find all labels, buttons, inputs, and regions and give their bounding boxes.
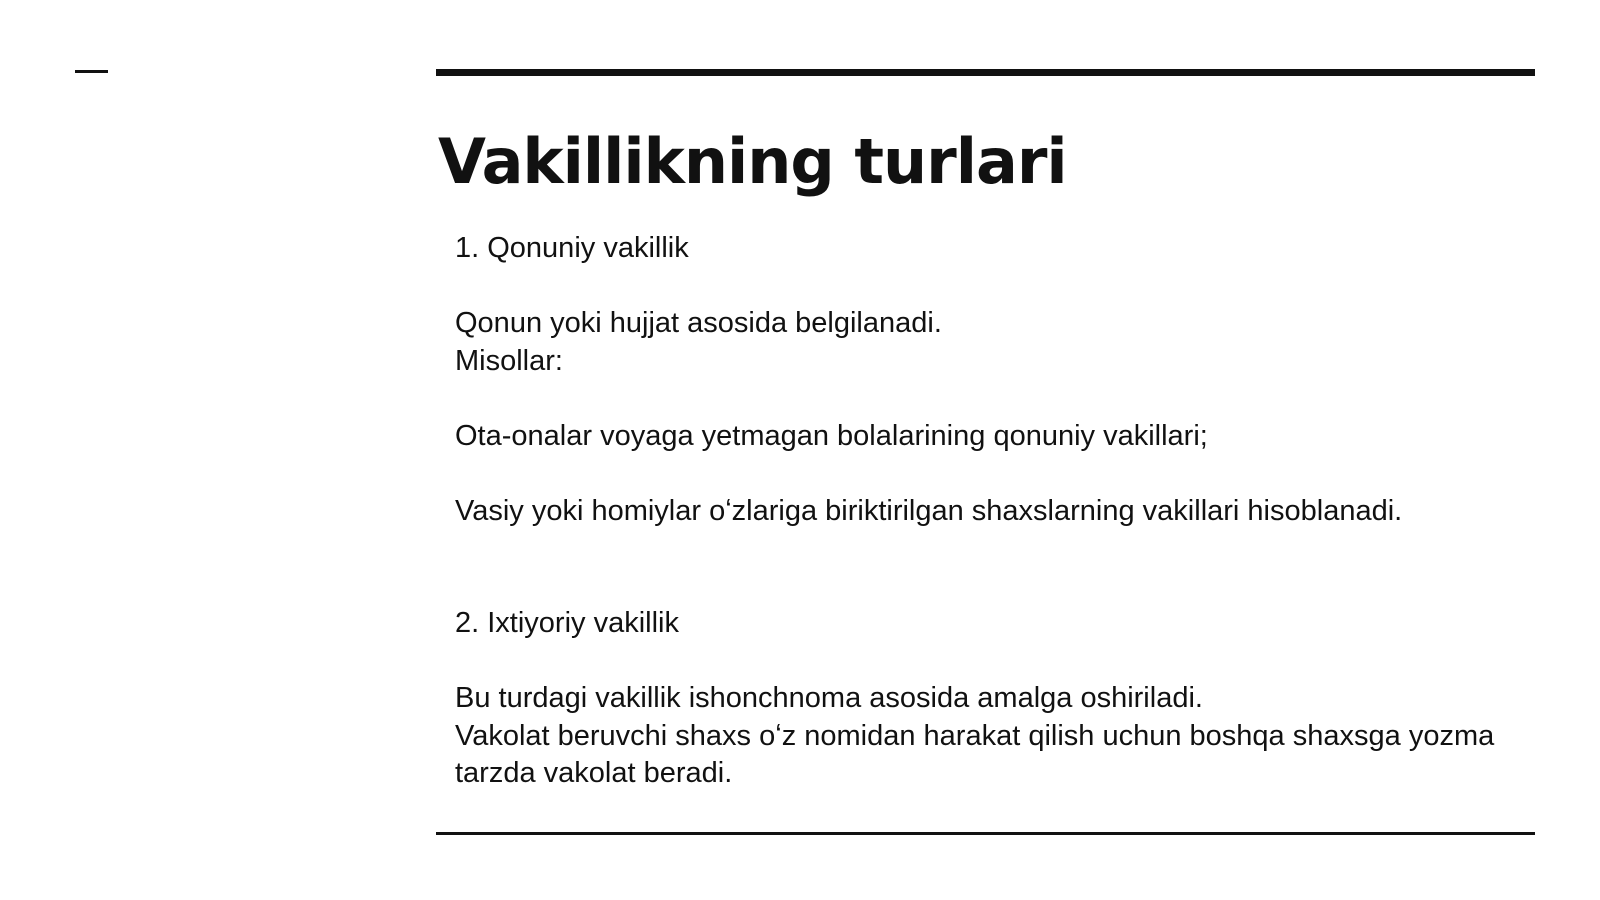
section1-example1: Ota-onalar voyaga yetmagan bolalarining qonuniy vakillari; xyxy=(455,419,1208,452)
section1-line2: Misollar: xyxy=(455,344,563,377)
section1-line1: Qonun yoki hujjat asosida belgilanadi. xyxy=(455,307,942,339)
section2-line2: Vakolat beruvchi shaxs oʻz nomidan harakat qilish uchun boshqa shaxsga yozma tarzda vakolat beradi. xyxy=(455,719,1495,789)
section1-heading: 1. Qonuniy vakillik xyxy=(455,232,689,264)
spacer xyxy=(455,530,1535,605)
spacer xyxy=(455,643,1535,681)
slide-body xyxy=(455,230,1535,793)
spacer xyxy=(455,455,1535,493)
section1-example2: Vasiy yoki homiylar oʻzlariga biriktirilgan shaxslarning vakillari hisoblanadi. xyxy=(455,494,1403,527)
slide-title: Vakillikning turlari xyxy=(438,125,1067,198)
section2-heading: 2. Ixtiyoriy vakillik xyxy=(455,607,679,639)
spacer xyxy=(455,380,1535,418)
bottom-rule xyxy=(436,832,1535,835)
section2-line1: Bu turdagi vakillik ishonchnoma asosida amalga oshiriladi. xyxy=(455,682,1203,714)
spacer xyxy=(455,268,1535,306)
top-rule xyxy=(436,69,1535,76)
corner-dash-decoration xyxy=(75,70,108,73)
